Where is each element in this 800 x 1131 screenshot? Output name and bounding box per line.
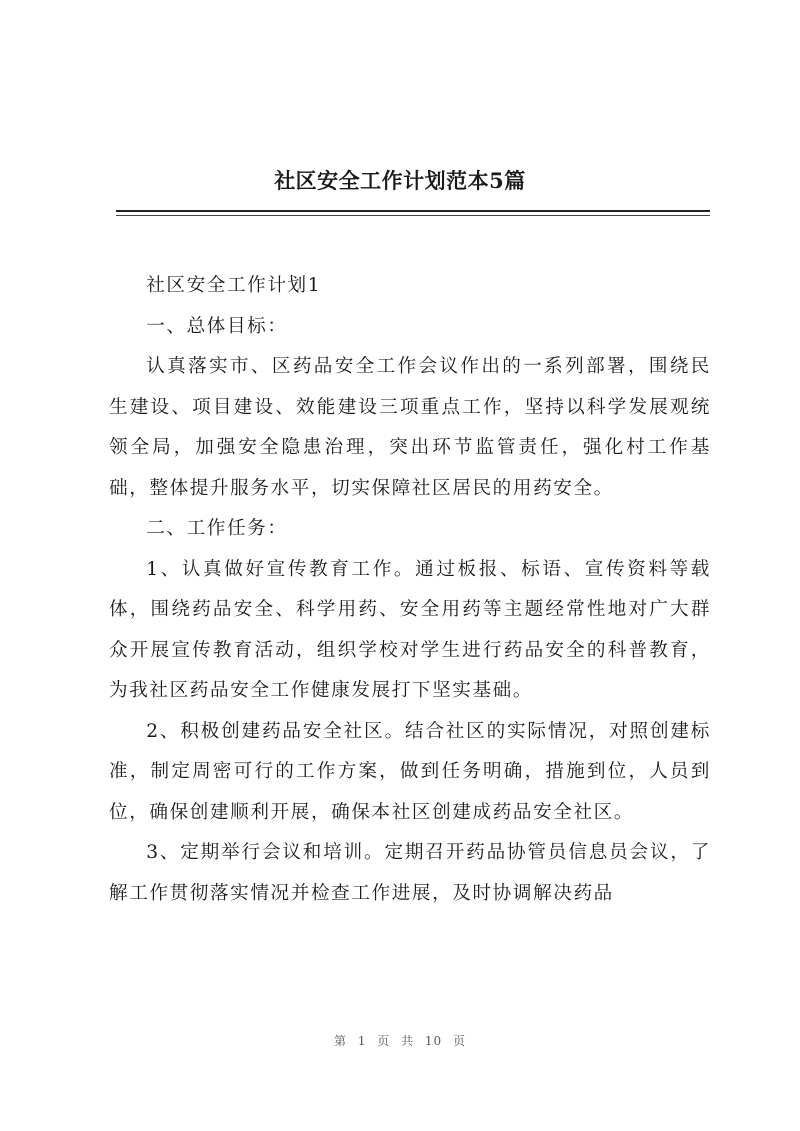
- paragraph-goal: 认真落实市、区药品安全工作会议作出的一系列部署，围绕民生建设、项目建设、效能建设三项重点工作，坚持以科学发展观统领全局，加强安全隐患治理，突出环节监管责任，强化村工作基础，整体提升服务水平，切实保障社区居民的用药安全。: [109, 356, 711, 499]
- subheading-overall-goal: 一、总体目标：: [146, 315, 288, 337]
- paragraph-task-1: 1、认真做好宣传教育工作。通过板报、标语、宣传资料等载体，围绕药品安全、科学用药、安全用药等主题经常性地对广大群众开展宣传教育活动，组织学校对学生进行药品安全的科普教育，为我社区药品安全工作健康发展打下坚实基础。: [109, 558, 711, 701]
- paragraph-task-2: 2、积极创建药品安全社区。结合社区的实际情况，对照创建标准，制定周密可行的工作方案，做到任务明确，措施到位，人员到位，确保创建顺利开展，确保本社区创建成药品安全社区。: [109, 720, 711, 823]
- subheading-tasks: 二、工作任务：: [146, 518, 288, 539]
- document-title: 社区安全工作计划范本5篇: [274, 168, 526, 193]
- title-divider-thin: [116, 215, 710, 216]
- document-body: [109, 266, 711, 914]
- section-heading: 社区安全工作计划1: [146, 275, 322, 296]
- title-divider: [116, 210, 710, 212]
- paragraph-task-3: 3、定期举行会议和培训。定期召开药品协管员信息员会议，了解工作贯彻落实情况并检查工作进展，及时协调解决药品: [109, 842, 711, 904]
- page-number: 第 1 页 共 10 页: [334, 1034, 466, 1048]
